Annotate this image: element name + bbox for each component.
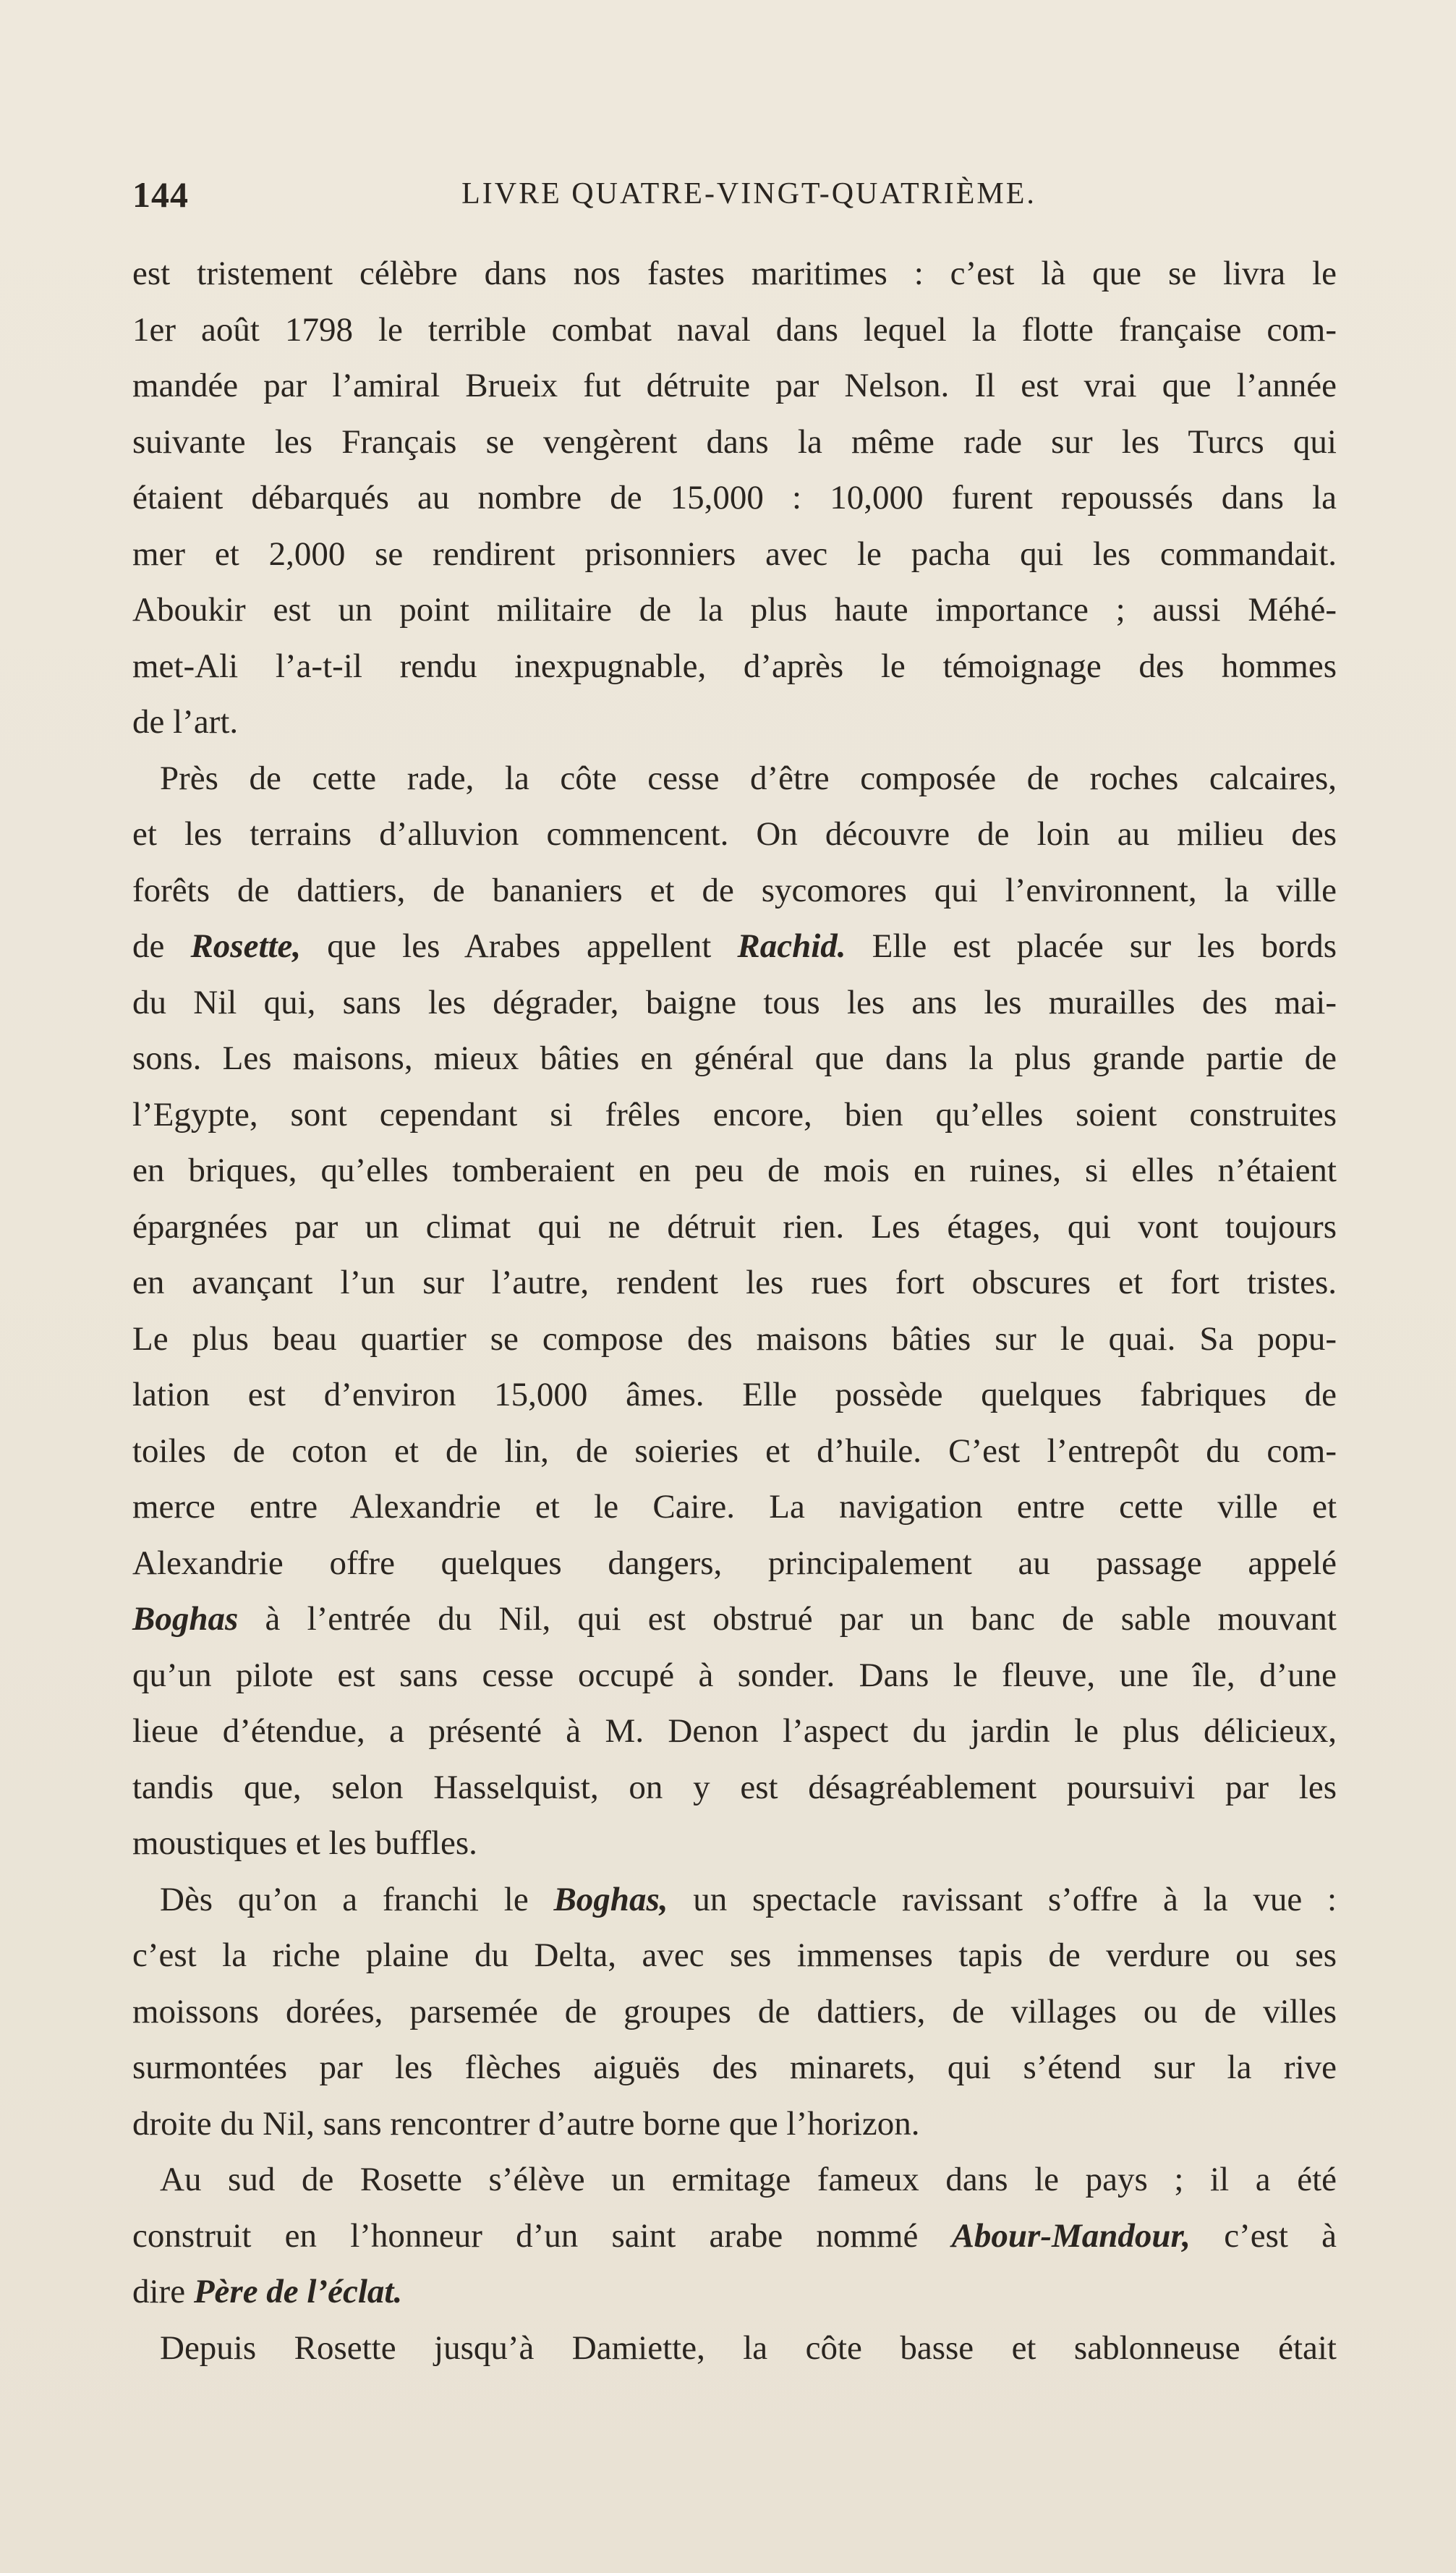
text-line: toiles de coton et de lin, de soieries et d’huile. C’est l’entrepôt du com- (132, 1432, 1337, 1470)
text-line: est tristement célèbre dans nos fastes maritimes : c’est là que se livra le (132, 255, 1337, 292)
text-line: en briques, qu’elles tomberaient en peu de mois en ruines, si elles n’étaient (132, 1152, 1337, 1189)
text-fragment: à l’entrée du Nil, qui est obstrué par un banc de sable mouvant (238, 1600, 1337, 1638)
text-fragment: construit en l’honneur d’un saint arabe nommé (132, 2216, 952, 2255)
text-line-rich (132, 2208, 1337, 2265)
text-line: met-Ali l’a-t-il rendu inexpugnable, d’après le témoignage des hommes (132, 647, 1337, 685)
text-line: moustiques et les buffles. (132, 1824, 477, 1862)
text-line: suivante les Français se vengèrent dans la même rade sur les Turcs qui (132, 422, 1337, 461)
text-fragment: Dès qu’on a franchi le (160, 1880, 554, 1918)
text-line: épargnées par un climat qui ne détruit rien. Les étages, qui vont toujours (132, 1207, 1337, 1246)
text-fragment: dire (132, 2273, 194, 2310)
text-line: forêts de dattiers, de bananiers et de sycomores qui l’environnent, la ville (132, 871, 1337, 909)
place-name-rachid: Rachid. (737, 927, 846, 965)
text-line: Au sud de Rosette s’élève un ermitage fameux dans le pays ; il a été (160, 2161, 1337, 2198)
page-number: 144 (132, 174, 189, 215)
page-header (132, 174, 1337, 224)
text-fragment: un spectacle ravissant s’offre à la vue : (668, 1880, 1337, 1918)
text-line-rich (132, 2264, 1337, 2321)
text-line: surmontées par les flèches aiguës des minarets, qui s’étend sur la rive (132, 2049, 1337, 2086)
text-line: qu’un pilote est sans cesse occupé à sonder. Dans le fleuve, une île, d’une (132, 1656, 1337, 1694)
text-line: l’Egypte, sont cependant si frêles encore, bien qu’elles soient construites (132, 1095, 1337, 1134)
place-name-boghas: Boghas, (553, 1880, 668, 1918)
text-line: c’est la riche plaine du Delta, avec ses immenses tapis de verdure ou ses (132, 1936, 1337, 1974)
running-head: LIVRE QUATRE-VINGT-QUATRIÈME. (461, 177, 1036, 210)
text-line-rich (132, 919, 1337, 975)
text-line: mandée par l’amiral Brueix fut détruite par Nelson. Il est vrai que l’année (132, 367, 1337, 404)
text-fragment: de (132, 927, 191, 965)
saint-name: Abour-Mandour, (951, 2216, 1191, 2255)
text-fragment: Elle est placée sur les bords (846, 927, 1337, 965)
text-line: droite du Nil, sans rencontrer d’autre borne que l’horizon. (132, 2104, 920, 2143)
text-line: 1er août 1798 le terrible combat naval dans lequel la flotte française com- (132, 310, 1337, 349)
body-text (132, 246, 1337, 2376)
text-line: sons. Les maisons, mieux bâties en général que dans la plus grande partie de (132, 1039, 1337, 1077)
text-line: Près de cette rade, la côte cesse d’être composée de roches calcaires, (160, 759, 1337, 797)
text-line: et les terrains d’alluvion commencent. On découvre de loin au milieu des (132, 815, 1337, 853)
text-line: tandis que, selon Hasselquist, on y est désagréablement poursuivi par les (132, 1768, 1337, 1806)
text-line-rich (132, 1872, 1337, 1928)
text-line-rich (132, 1591, 1337, 1648)
place-name-boghas: Boghas (132, 1600, 239, 1638)
text-line: étaient débarqués au nombre de 15,000 : 10,000 furent repoussés dans la (132, 479, 1337, 516)
translation-phrase: Père de l’éclat. (193, 2273, 403, 2310)
text-line: Le plus beau quartier se compose des maisons bâties sur le quai. Sa popu- (132, 1319, 1337, 1358)
text-line: merce entre Alexandrie et le Caire. La navigation entre cette ville et (132, 1488, 1337, 1526)
text-line: Aboukir est un point militaire de la plus haute importance ; aussi Méhé- (132, 591, 1337, 629)
place-name-rosette: Rosette, (190, 927, 302, 965)
text-fragment: c’est à (1191, 2216, 1337, 2255)
text-line: Alexandrie offre quelques dangers, principalement au passage appelé (132, 1544, 1337, 1582)
text-line: Depuis Rosette jusqu’à Damiette, la côte basse et sablonneuse était (160, 2329, 1337, 2367)
text-line: du Nil qui, sans les dégrader, baigne tous les ans les murailles des mai- (132, 983, 1337, 1021)
text-line: en avançant l’un sur l’autre, rendent les rues fort obscures et fort tristes. (132, 1264, 1337, 1301)
text-line: de l’art. (132, 703, 239, 741)
text-line: moissons dorées, parsemée de groupes de dattiers, de villages ou de villes (132, 1992, 1337, 2030)
text-line: lieue d’étendue, a présenté à M. Denon l’aspect du jardin le plus délicieux, (132, 1712, 1337, 1750)
text-line: mer et 2,000 se rendirent prisonniers avec le pacha qui les commandait. (132, 535, 1337, 573)
text-line: lation est d’environ 15,000 âmes. Elle possède quelques fabriques de (132, 1376, 1337, 1413)
text-fragment: que les Arabes appellent (301, 927, 738, 965)
